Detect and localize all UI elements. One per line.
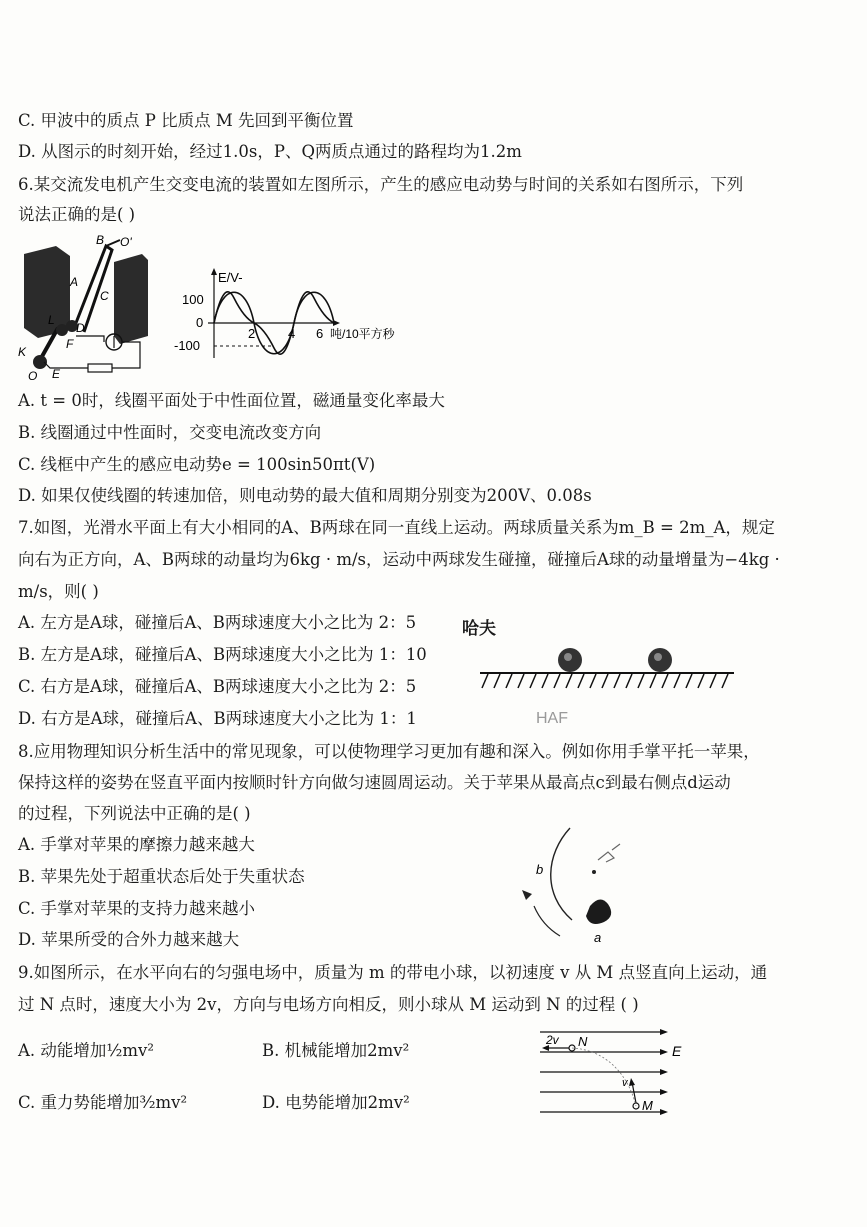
q6-option-a: A. t = 0时，线圈平面处于中性面位置，磁通量变化率最大 bbox=[18, 391, 445, 410]
label-v: v bbox=[622, 1077, 628, 1089]
point-a-label: a bbox=[594, 930, 602, 945]
clockwise-arrow-icon bbox=[522, 890, 532, 900]
two-balls-figure bbox=[478, 640, 738, 694]
graph-xlabel: 吨/10平方秒 bbox=[330, 327, 395, 341]
gen-label-e: E bbox=[52, 367, 61, 381]
generator-figure bbox=[14, 232, 154, 384]
q9-option-b: B. 机械能增加2mv² bbox=[262, 1041, 410, 1060]
q9-stem-line1: 9.如图所示，在水平向右的匀强电场中，质量为 m 的带电小球，以初速度 v 从 M 点竖直向上运动，通 bbox=[18, 963, 768, 982]
q5-option-c: C. 甲波中的质点 P 比质点 M 先回到平衡位置 bbox=[18, 111, 354, 130]
q7-stem-line3: m/s，则( ) bbox=[18, 582, 99, 601]
label-2v: 2v bbox=[546, 1033, 559, 1047]
graph-ytick-neg100: -100 bbox=[174, 338, 201, 353]
q7-stem-line2: 向右为正方向，A、B两球的动量均为6kg · m/s，运动中两球发生碰撞，碰撞后A球的动量增量为−4kg · bbox=[18, 550, 780, 569]
magnet-right bbox=[114, 254, 148, 344]
apple-circle-figure bbox=[508, 820, 668, 950]
gen-label-d: D bbox=[76, 321, 85, 335]
q6-option-d: D. 如果仅使线圈的转速加倍，则电动势的最大值和周期分别变为200V、0.08s bbox=[18, 486, 592, 505]
graph-ytick-100: 100 bbox=[182, 292, 204, 307]
velocity-v-arrow-icon bbox=[629, 1078, 635, 1086]
q6-stem-line2: 说法正确的是( ) bbox=[18, 205, 136, 224]
electric-field-figure bbox=[536, 1024, 696, 1120]
q7-option-c: C. 右方是A球，碰撞后A、B两球速度大小之比为 2：5 bbox=[18, 677, 417, 696]
circular-path bbox=[551, 828, 572, 920]
q8-stem-line2: 保持这样的姿势在竖直平面内按顺时针方向做匀速圆周运动。关于苹果从最高点c到最右侧点d运动 bbox=[18, 773, 731, 792]
watermark-text: 哈夫 bbox=[462, 619, 496, 638]
graph-xtick-2: 2 bbox=[248, 326, 256, 341]
q7-option-b: B. 左方是A球，碰撞后A、B两球速度大小之比为 1：10 bbox=[18, 645, 427, 664]
gen-label-k: K bbox=[18, 345, 27, 359]
q7-stem-line1: 7.如图，光滑水平面上有大小相同的A、B两球在同一直线上运动。两球质量关系为m_B = 2m_A，规定 bbox=[18, 518, 775, 537]
q8-stem-line1: 8.应用物理知识分析生活中的常见现象，可以使物理学习更加有趣和深入。例如你用手掌平托一苹果， bbox=[18, 742, 760, 761]
emf-time-graph bbox=[170, 268, 420, 362]
graph-xtick-6: 6 bbox=[316, 326, 324, 341]
q9-option-d: D. 电势能增加2mv² bbox=[262, 1093, 410, 1112]
gen-label-o: O bbox=[28, 369, 38, 383]
watermark-faint: HAF bbox=[536, 710, 568, 727]
gen-label-c: C bbox=[100, 289, 109, 303]
q8-option-b: B. 苹果先处于超重状态后处于失重状态 bbox=[18, 867, 305, 886]
apple-hand-icon bbox=[586, 899, 611, 924]
label-n: N bbox=[578, 1034, 588, 1049]
q6-stem-line1: 6.某交流发电机产生交变电流的装置如左图所示，产生的感应电动势与时间的关系如右图所示，下列 bbox=[18, 175, 744, 194]
gen-label-a: A bbox=[70, 275, 79, 289]
graph-ylabel: E/V- bbox=[218, 270, 243, 285]
resistor bbox=[88, 364, 112, 372]
q8-stem-line3: 的过程，下列说法中正确的是( ) bbox=[18, 804, 251, 823]
q5-option-d: D. 从图示的时刻开始，经过1.0s，P、Q两质点通过的路程均为1.2m bbox=[18, 142, 522, 161]
q6-option-c: C. 线框中产生的感应电动势e = 100sin50πt(V) bbox=[18, 455, 376, 474]
label-m: M bbox=[642, 1098, 653, 1113]
q8-option-c: C. 手掌对苹果的支持力越来越小 bbox=[18, 899, 256, 918]
gen-label-b: B bbox=[96, 233, 105, 247]
q8-option-a: A. 手掌对苹果的摩擦力越来越大 bbox=[18, 835, 255, 854]
graph-ytick-0: 0 bbox=[196, 315, 204, 330]
q6-option-b: B. 线圈通过中性面时，交变电流改变方向 bbox=[18, 423, 322, 442]
q9-option-c: C. 重力势能增加³⁄₂mv² bbox=[18, 1093, 188, 1112]
label-e: E bbox=[672, 1043, 682, 1059]
q9-option-a: A. 动能增加½mv² bbox=[18, 1041, 154, 1060]
q7-option-d: D. 右方是A球，碰撞后A、B两球速度大小之比为 1：1 bbox=[18, 709, 417, 728]
gen-label-f: F bbox=[66, 337, 74, 351]
q8-option-d: D. 苹果所受的合外力越来越大 bbox=[18, 930, 240, 949]
point-b-label: b bbox=[536, 862, 544, 877]
graph-xtick-4: 4 bbox=[288, 326, 296, 341]
gen-label-o-prime: O' bbox=[120, 235, 132, 249]
q7-option-a: A. 左方是A球，碰撞后A、B两球速度大小之比为 2：5 bbox=[18, 613, 417, 632]
gen-label-l: L bbox=[48, 313, 55, 327]
q9-stem-line2: 过 N 点时，速度大小为 2v，方向与电场方向相反，则小球从 M 运动到 N 的过程 ( ) bbox=[18, 995, 639, 1014]
